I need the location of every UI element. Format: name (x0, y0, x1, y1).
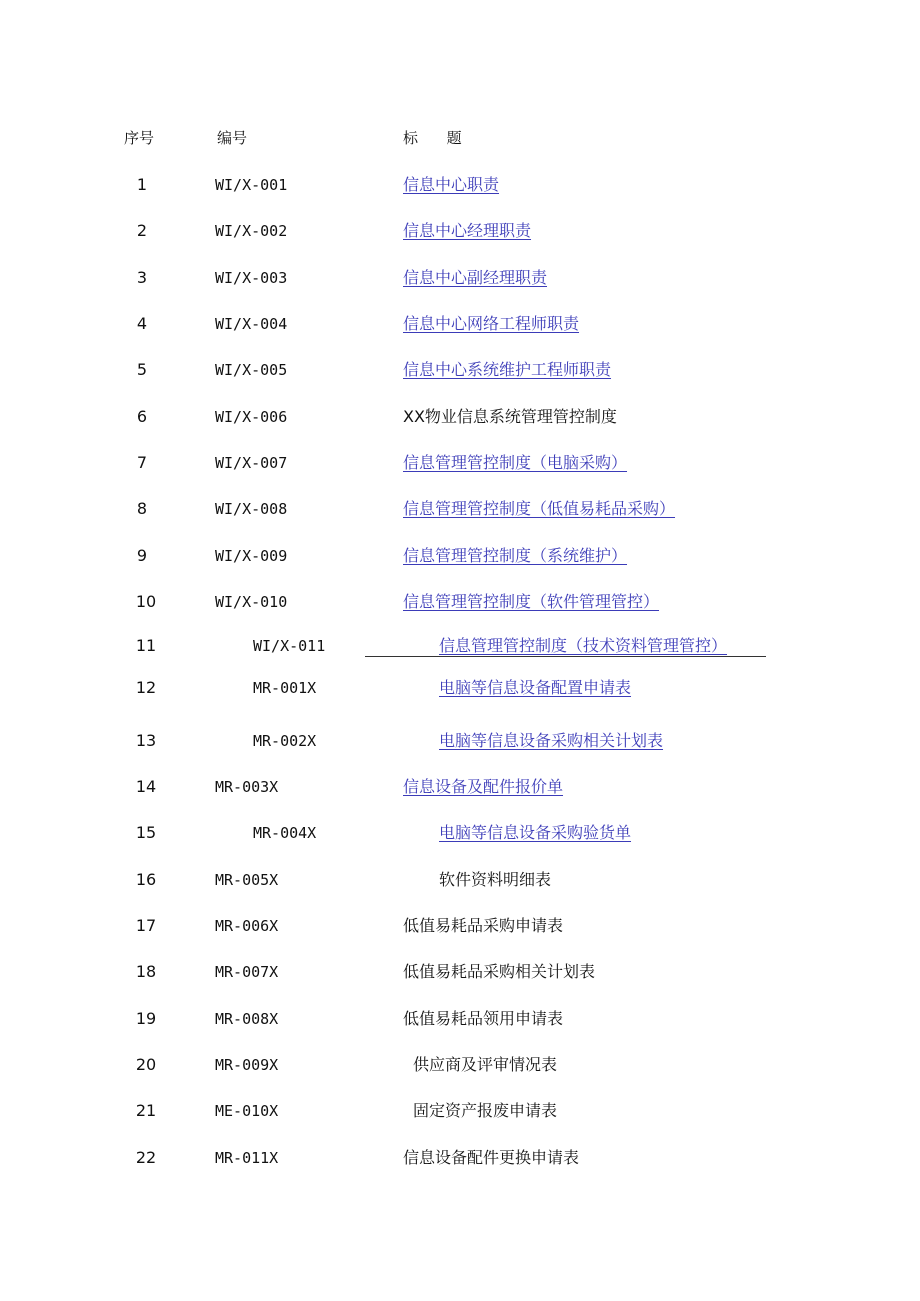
row-17-code: MR-006X (215, 917, 279, 935)
row-3-index: 3 (136, 268, 148, 287)
row-22-index: 22 (135, 1148, 157, 1167)
row-3-title-link[interactable]: 信息中心副经理职责 (403, 268, 548, 287)
row-19-code: MR-008X (215, 1010, 279, 1028)
row-12-code: MR-001X (253, 679, 317, 697)
row-9-code: WI/X-009 (215, 547, 288, 565)
row-8-index: 8 (136, 499, 148, 518)
row-7-code: WI/X-007 (215, 454, 288, 472)
row-13-title-link[interactable]: 电脑等信息设备采购相关计划表 (439, 731, 664, 750)
row-15-title-link[interactable]: 电脑等信息设备采购验货单 (439, 823, 632, 842)
row-22-code: MR-011X (215, 1149, 279, 1167)
row-5-index: 5 (136, 360, 148, 379)
row-14-code: MR-003X (215, 778, 279, 796)
row-19-title: 低值易耗品领用申请表 (403, 1009, 564, 1028)
row-15-code: MR-004X (253, 824, 317, 842)
row-6-index: 6 (136, 407, 148, 426)
row-1-title-link[interactable]: 信息中心职责 (403, 175, 500, 194)
row-18-code: MR-007X (215, 963, 279, 981)
row-11-title-link[interactable]: 信息管理管控制度（技术资料管理管控） (439, 636, 728, 655)
header-title: 标 题 (403, 129, 462, 147)
row-13-code: MR-002X (253, 732, 317, 750)
row-16-code: MR-005X (215, 871, 279, 889)
row-20-index: 20 (135, 1055, 157, 1074)
row-10-title-link[interactable]: 信息管理管控制度（软件管理管控） (403, 592, 660, 611)
row-1-index: 1 (136, 175, 148, 194)
row-22-title: 信息设备配件更换申请表 (403, 1148, 580, 1167)
row-6-code: WI/X-006 (215, 408, 288, 426)
row-18-index: 18 (135, 962, 157, 981)
row-15-index: 15 (135, 823, 157, 842)
row-4-index: 4 (136, 314, 148, 333)
row-14-index: 14 (135, 777, 157, 796)
row-20-code: MR-009X (215, 1056, 279, 1074)
row-8-code: WI/X-008 (215, 500, 288, 518)
row-5-code: WI/X-005 (215, 361, 288, 379)
row-16-title: 软件资料明细表 (439, 870, 552, 889)
row-10-code: WI/X-010 (215, 593, 288, 611)
row-21-index: 21 (135, 1101, 157, 1120)
row-11-underline-rule (365, 656, 766, 657)
row-13-index: 13 (135, 731, 157, 750)
row-1-code: WI/X-001 (215, 176, 288, 194)
row-20-title: 供应商及评审情况表 (413, 1055, 558, 1074)
row-9-index: 9 (136, 546, 148, 565)
row-11-index: 11 (135, 636, 157, 655)
row-12-index: 12 (135, 678, 157, 697)
row-12-title-link[interactable]: 电脑等信息设备配置申请表 (439, 678, 632, 697)
row-7-title-link[interactable]: 信息管理管控制度（电脑采购） (403, 453, 628, 472)
row-21-code: ME-010X (215, 1102, 279, 1120)
row-8-title-link[interactable]: 信息管理管控制度（低值易耗品采购） (403, 499, 676, 518)
row-2-index: 2 (136, 221, 148, 240)
row-21-title: 固定资产报废申请表 (413, 1101, 558, 1120)
row-18-title: 低值易耗品采购相关计划表 (403, 962, 596, 981)
row-17-index: 17 (135, 916, 157, 935)
row-2-code: WI/X-002 (215, 222, 288, 240)
row-4-title-link[interactable]: 信息中心网络工程师职责 (403, 314, 580, 333)
row-7-index: 7 (136, 453, 148, 472)
row-10-index: 10 (135, 592, 157, 611)
row-6-title: XX物业信息系统管理管控制度 (403, 407, 617, 426)
row-3-code: WI/X-003 (215, 269, 288, 287)
row-14-title-link[interactable]: 信息设备及配件报价单 (403, 777, 564, 796)
row-5-title-link[interactable]: 信息中心系统维护工程师职责 (403, 360, 612, 379)
row-11-code: WI/X-011 (253, 637, 326, 655)
row-16-index: 16 (135, 870, 157, 889)
row-9-title-link[interactable]: 信息管理管控制度（系统维护） (403, 546, 628, 565)
row-17-title: 低值易耗品采购申请表 (403, 916, 564, 935)
header-code: 编号 (217, 129, 248, 147)
row-19-index: 19 (135, 1009, 157, 1028)
header-index: 序号 (124, 129, 155, 147)
row-2-title-link[interactable]: 信息中心经理职责 (403, 221, 532, 240)
row-4-code: WI/X-004 (215, 315, 288, 333)
